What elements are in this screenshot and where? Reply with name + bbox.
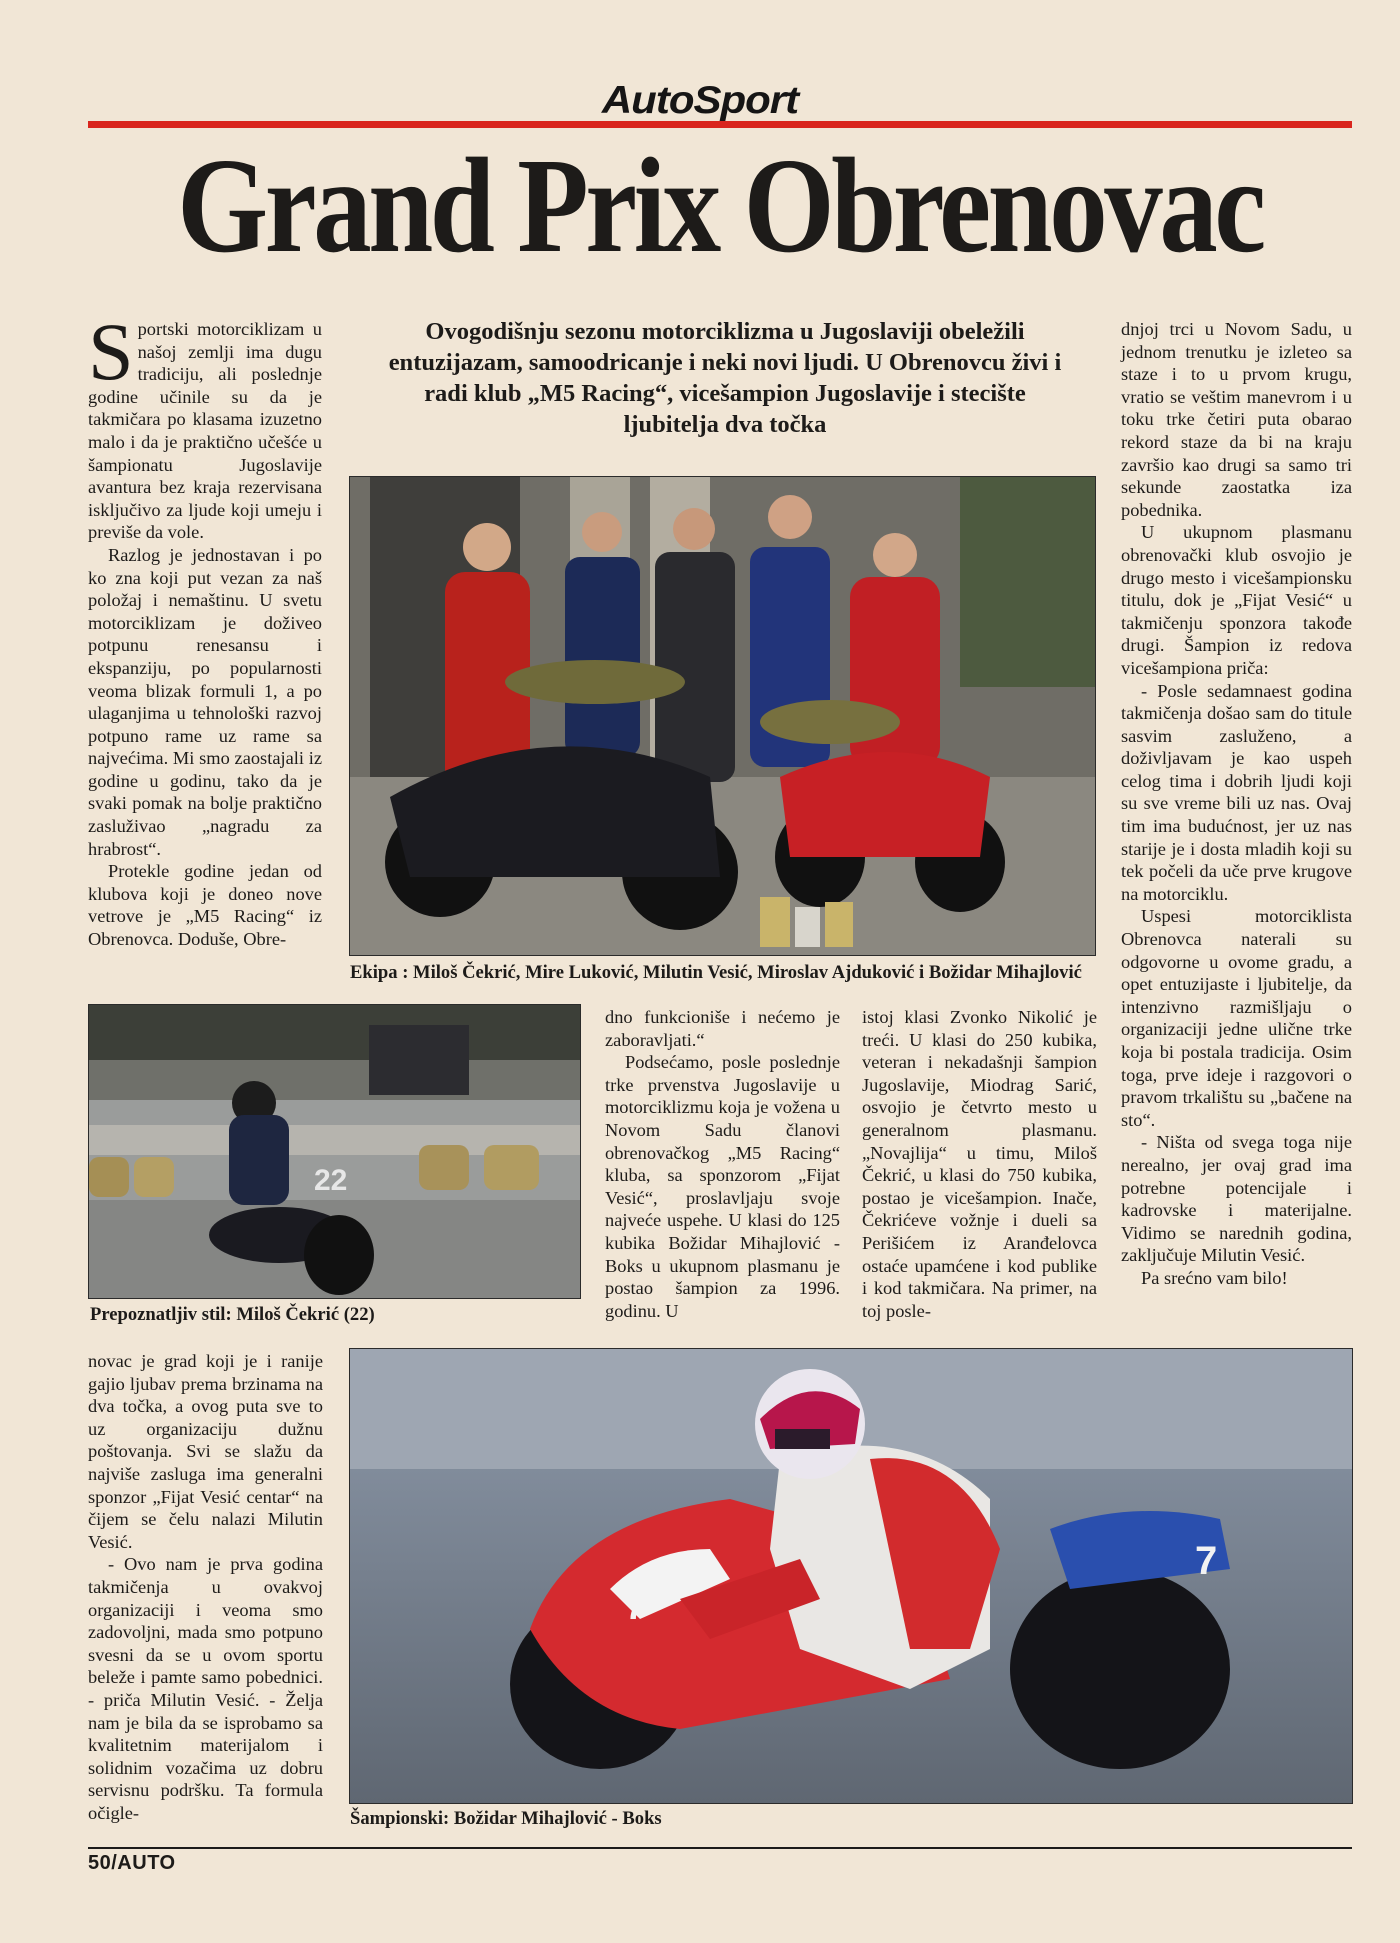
footer-rule: [88, 1847, 1352, 1849]
paragraph: dno funkcioniše i nećemo je zaboravljati.“: [605, 1007, 840, 1050]
article-lead: Ovogodišnju sezonu motorciklizma u Jugoslaviji obeležili entuzijazam, samoodricanje i neki novi ljudi. U Obrenovcu živi i radi klub „M5 Racing“, vicešampion Jugoslavije i stecište ljubitelja dva točka: [388, 318, 1062, 438]
column-4: [1121, 318, 1352, 1290]
paragraph: istoj klasi Zvonko Nikolić je treći. U klasi do 250 kubika, veteran i nekadašnji šampion Jugoslavije, Miodrag Sarić, osvojio je četvrto mesto u generalnom plasmanu. „Novajlija“ u timu, Miloš Čekrić, u klasi do 750 kubika, postao je vicešampion. Inače, Čekrićeve vožnje i dueli sa Perišićem iz Aranđelovca ostaće upamćene i kod publike i kod takmičara. Na primer, na toj posle-: [862, 1007, 1097, 1321]
article-title: Grand Prix Obrenovac: [177, 131, 1263, 281]
svg-text:22: 22: [314, 1164, 348, 1197]
column-3-mid: [862, 1006, 1097, 1322]
page-folio: 50/AUTO: [88, 1852, 176, 1874]
drop-cap: S: [88, 306, 134, 397]
paragraph: Pa srećno vam bilo!: [1141, 1267, 1288, 1288]
rider-22-photo: [88, 1004, 581, 1299]
column-2-mid: [605, 1006, 840, 1322]
team-photo: [349, 476, 1096, 956]
header-red-rule: [88, 121, 1352, 128]
svg-text:7: 7: [1195, 1539, 1218, 1583]
paragraph: U ukupnom plasmanu obrenovački klub osvojio je drugo mesto i vicešampionsku titulu, dok je „Fijat Vesić“ u takmičenju sponzora takođe drugi. Šampion iz redova vicešampiona priča:: [1121, 522, 1352, 678]
rider-7-photo: [349, 1348, 1353, 1804]
team-photo-caption: Ekipa : Miloš Čekrić, Mire Luković, Milutin Vesić, Miroslav Ajduković i Božidar Mihajlović: [350, 962, 1082, 983]
rider-22-caption: Prepoznatljiv stil: Miloš Čekrić (22): [90, 1304, 375, 1325]
column-1-bottom: [88, 1350, 323, 1824]
svg-text:7: 7: [625, 1586, 647, 1628]
paragraph: Uspesi motorciklista Obrenovca naterali su odgovorne u ovome gradu, a opet entuzijaste i ljubitelje, da intenzivno razmišljaju o organizaciji jedne ulične trke koja bi postala tradicija. Osim toga, prve ideje i razgovori o pravom trkalištu su „bačene na sto“.: [1121, 906, 1352, 1130]
paragraph: dnjoj trci u Novom Sadu, u jednom trenutku je izleteo sa staze i to u prvom krugu, vratio se veštim manevrom i u toku trke četiri puta obarao rekord staze da bi na kraju završio kao drugi sa samo tri sekunde zaostatka iza pobednika.: [1121, 319, 1352, 520]
paragraph: - Ovo nam je prva godina takmičenja u ovakvoj organizaciji i veoma smo zadovoljni, mada smo potpuno svesni da se u ovom sportu beleže i pamte samo pobednici. - priča Milutin Vesić. - Želja nam je bila da se isprobamo sa kvalitetnim materijalom i solidnim vozačima uz dobru servisnu podršku. Ta formula očigle-: [88, 1554, 323, 1823]
paragraph: novac je grad koji je i ranije gajio ljubav prema brzinama na dva točka, a ovog puta sve to uz organizaciju dužnu poštovanja. Svi se slažu da najviše zasluga ima generalni sponzor „Fijat Vesić centar“ na čijem se čelu nalazi Milutin Vesić.: [88, 1351, 323, 1552]
paragraph: - Posle sedamnaest godina takmičenja došao sam do titule sasvim zasluženo, a doživljavam je kao uspeh celog tima i dobrih ljudi koji su sve vreme bili uz nas. Ovaj tim ima budućnost, jer uz nas starije je i dosta mladih koji su tek počeli da uče prve krugove na motorciklu.: [1121, 680, 1352, 904]
paragraph: Podsećamo, posle poslednje trke prvenstva Jugoslavije u motorciklizmu koja je vožena u Novom Sadu članovi obrenovačkog „M5 Racing“ kluba, sa sponzorom „Fijat Vesić“, proslavljaju svoje najveće uspehe. U klasi do 125 kubika Božidar Mihajlović - Boks u ukupnom plasmanu je postao šampion za 1996. godinu. U: [605, 1052, 840, 1321]
paragraph: portski motorciklizam u našoj zemlji ima dugu tradiciju, ali poslednje godine učinile su da je takmičara po klasama izuzetno malo i da je praktično učešće u šampionatu Jugoslavije avantura bez kraja rezervisana isključivo za ljude koji umeju i previše da vole.: [88, 319, 322, 543]
rider-7-caption: Šampionski: Božidar Mihajlović - Boks: [350, 1808, 662, 1829]
column-1-top: [88, 306, 322, 951]
paragraph: Razlog je jednostavan i po ko zna koji put vezan za naš položaj i nemaštinu. U svetu motorciklizam je doživeo potpunu renesansu i ekspanziju, po popularnosti veoma blizak formuli 1, a po ulaganjima u tehnološki razvoj potpuno rame uz rame sa najvećima. Mi smo zaostajali iz godine u godinu, tako da je svaki pomak na bolje praktično zasluživao „nagradu za hrabrost“.: [88, 544, 322, 859]
section-logo: AutoSport: [601, 77, 799, 122]
paragraph: - Ništa od svega toga nije nerealno, jer ovaj grad ima potrebne potencijale i kadrovske i materijalne. Vidimo se narednih godina, zaključuje Milutin Vesić.: [1121, 1132, 1352, 1266]
paragraph: Protekle godine jedan od klubova koji je doneo nove vetrove je „M5 Racing“ iz Obrenovca. Doduše, Obre-: [88, 861, 322, 950]
